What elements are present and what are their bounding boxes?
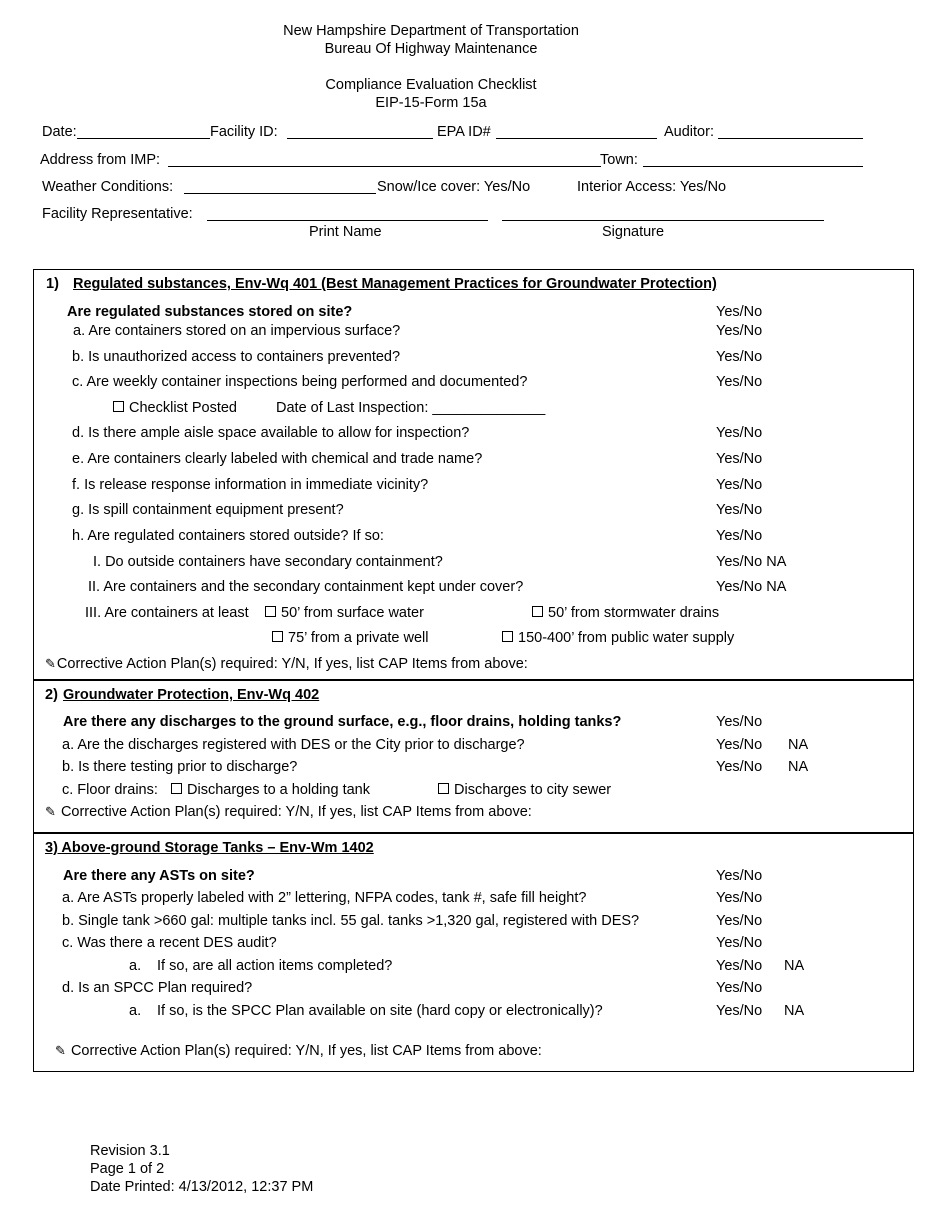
s1-answer-c[interactable]: Yes/No <box>716 374 763 390</box>
s3-question-d1-number: a. <box>129 1003 142 1019</box>
address-label: Address from IMP: <box>40 152 161 168</box>
signature-field[interactable] <box>502 220 824 221</box>
s3-na-c1[interactable]: NA <box>784 958 805 974</box>
revision: Revision 3.1 <box>90 1143 170 1159</box>
s3-answer-d1[interactable]: Yes/No <box>716 1003 763 1019</box>
section-1-title: Regulated substances, Env-Wq 401 (Best Management Practices for Groundwater Protection) <box>73 276 717 292</box>
s3-answer-b[interactable]: Yes/No <box>716 913 763 929</box>
print-name-caption: Print Name <box>309 224 382 240</box>
facility-id-field[interactable] <box>287 138 433 139</box>
epa-id-field[interactable] <box>496 138 657 139</box>
s3-answer-c[interactable]: Yes/No <box>716 935 763 951</box>
s1-question-h2: II. Are containers and the secondary containment kept under cover? <box>88 579 524 595</box>
facility-id-label: Facility ID: <box>210 124 278 140</box>
s1-answer-a[interactable]: Yes/No <box>716 323 763 339</box>
town-field[interactable] <box>643 166 863 167</box>
s1-answer-h1[interactable]: Yes/No NA <box>716 554 787 570</box>
s1-question-e: e. Are containers clearly labeled with chemical and trade name? <box>72 451 483 467</box>
pencil-icon: ✎ <box>45 656 56 671</box>
pencil-icon: ✎ <box>55 1043 66 1058</box>
address-field[interactable] <box>168 166 601 167</box>
s3-answer-c1[interactable]: Yes/No <box>716 958 763 974</box>
s1-lead-answer[interactable]: Yes/No <box>716 304 763 320</box>
option-city-sewer[interactable] <box>438 781 611 799</box>
form-id: EIP-15-Form 15a <box>375 95 487 111</box>
facility-rep-label: Facility Representative: <box>42 206 193 222</box>
pencil-icon: ✎ <box>45 804 56 819</box>
section-2-title: Groundwater Protection, Env-Wq 402 <box>63 687 320 703</box>
s2-lead-question: Are there any discharges to the ground surface, e.g., floor drains, holding tanks? <box>63 714 622 730</box>
option-label: 75’ from a private well <box>288 630 429 646</box>
town-label: Town: <box>600 152 638 168</box>
option-label: 150-400’ from public water supply <box>518 630 735 646</box>
s2-cap-text: Corrective Action Plan(s) required: Y/N, If yes, list CAP Items from above: <box>60 804 532 820</box>
s3-lead-question: Are there any ASTs on site? <box>63 868 255 884</box>
option-label: Discharges to a holding tank <box>187 782 370 798</box>
epa-id-label: EPA ID# <box>437 124 491 140</box>
s2-lead-answer[interactable]: Yes/No <box>716 714 763 730</box>
s1-question-b: b. Is unauthorized access to containers prevented? <box>72 349 401 365</box>
s2-na-a[interactable]: NA <box>788 737 809 753</box>
s2-answer-b[interactable]: Yes/No <box>716 759 763 775</box>
s1-question-d: d. Is there ample aisle space available to allow for inspection? <box>72 425 470 441</box>
date-printed: Date Printed: 4/13/2012, 12:37 PM <box>90 1179 314 1195</box>
s3-question-c1-number: a. <box>129 958 142 974</box>
s1-question-h1: I. Do outside containers have secondary containment? <box>93 554 443 570</box>
option-private-well[interactable] <box>272 629 429 647</box>
auditor-label: Auditor: <box>664 124 714 140</box>
s3-question-d: d. Is an SPCC Plan required? <box>62 980 253 996</box>
s3-question-c1: If so, are all action items completed? <box>157 958 393 974</box>
section-1-number: 1) <box>46 276 59 292</box>
print-name-field[interactable] <box>207 220 488 221</box>
weather-field[interactable] <box>184 193 376 194</box>
option-label: Discharges to city sewer <box>454 782 612 798</box>
checklist-posted-option[interactable] <box>113 399 237 417</box>
weather-label: Weather Conditions: <box>42 179 174 195</box>
auditor-field[interactable] <box>718 138 863 139</box>
org-name: New Hampshire Department of Transportation <box>283 23 579 39</box>
checklist-posted-label: Checklist Posted <box>129 400 237 416</box>
option-label: 50’ from surface water <box>281 605 424 621</box>
s1-lead-question: Are regulated substances stored on site? <box>67 304 353 320</box>
last-inspection-field[interactable]: Date of Last Inspection: ______________ <box>276 400 546 416</box>
s3-cap-text: Corrective Action Plan(s) required: Y/N, If yes, list CAP Items from above: <box>70 1043 542 1059</box>
checkbox-icon[interactable] <box>438 783 449 794</box>
s2-question-b: b. Is there testing prior to discharge? <box>62 759 298 775</box>
checkbox-icon[interactable] <box>171 783 182 794</box>
s1-question-a: a. Are containers stored on an impervious surface? <box>73 323 401 339</box>
snow-ice-cover: Snow/Ice cover: Yes/No <box>377 179 531 195</box>
s3-cap-line <box>55 1042 542 1060</box>
option-public-water[interactable] <box>502 629 734 647</box>
s3-question-a: a. Are ASTs properly labeled with 2” lettering, NFPA codes, tank #, safe fill height? <box>62 890 587 906</box>
s2-answer-a[interactable]: Yes/No <box>716 737 763 753</box>
signature-caption: Signature <box>602 224 665 240</box>
s1-question-f: f. Is release response information in immediate vicinity? <box>72 477 429 493</box>
s1-answer-d[interactable]: Yes/No <box>716 425 763 441</box>
s3-answer-d[interactable]: Yes/No <box>716 980 763 996</box>
checkbox-icon[interactable] <box>113 401 124 412</box>
s1-cap-text: Corrective Action Plan(s) required: Y/N, If yes, list CAP Items from above: <box>56 656 528 672</box>
s2-question-a: a. Are the discharges registered with DES or the City prior to discharge? <box>62 737 525 753</box>
s3-lead-answer[interactable]: Yes/No <box>716 868 763 884</box>
s2-na-b[interactable]: NA <box>788 759 809 775</box>
s1-answer-f[interactable]: Yes/No <box>716 477 763 493</box>
s1-answer-g[interactable]: Yes/No <box>716 502 763 518</box>
bureau-name: Bureau Of Highway Maintenance <box>324 41 538 57</box>
option-stormwater[interactable] <box>532 604 719 622</box>
s1-answer-h2[interactable]: Yes/No NA <box>716 579 787 595</box>
interior-access: Interior Access: Yes/No <box>577 179 727 195</box>
option-surface-water[interactable] <box>265 604 424 622</box>
s3-question-d1: If so, is the SPCC Plan available on site (hard copy or electronically)? <box>157 1003 603 1019</box>
checkbox-icon[interactable] <box>532 606 543 617</box>
section-3-title: 3) Above-ground Storage Tanks – Env-Wm 1402 <box>45 840 374 856</box>
date-field[interactable] <box>77 138 210 139</box>
checkbox-icon[interactable] <box>502 631 513 642</box>
option-label: 50’ from stormwater drains <box>548 605 720 621</box>
s1-answer-b[interactable]: Yes/No <box>716 349 763 365</box>
form-title: Compliance Evaluation Checklist <box>325 77 537 93</box>
date-label: Date: <box>42 124 77 140</box>
s3-question-c: c. Was there a recent DES audit? <box>62 935 277 951</box>
option-holding-tank[interactable] <box>171 781 370 799</box>
checkbox-icon[interactable] <box>272 631 283 642</box>
s3-question-b: b. Single tank >660 gal: multiple tanks incl. 55 gal. tanks >1,320 gal, registered with DES? <box>62 913 640 929</box>
s1-cap-line <box>45 655 528 673</box>
s1-answer-e[interactable]: Yes/No <box>716 451 763 467</box>
s1-question-h: h. Are regulated containers stored outside? If so: <box>72 528 384 544</box>
page-number: Page 1 of 2 <box>90 1161 165 1177</box>
s3-na-d1[interactable]: NA <box>784 1003 805 1019</box>
s1-question-g: g. Is spill containment equipment present? <box>72 502 344 518</box>
s2-cap-line <box>45 803 532 821</box>
s2-question-c: c. Floor drains: <box>62 782 158 798</box>
s3-answer-a[interactable]: Yes/No <box>716 890 763 906</box>
s1-question-c: c. Are weekly container inspections being performed and documented? <box>72 374 528 390</box>
s1-question-h3: III. Are containers at least <box>85 605 249 621</box>
checkbox-icon[interactable] <box>265 606 276 617</box>
s1-answer-h[interactable]: Yes/No <box>716 528 763 544</box>
section-2-number: 2) <box>45 687 58 703</box>
